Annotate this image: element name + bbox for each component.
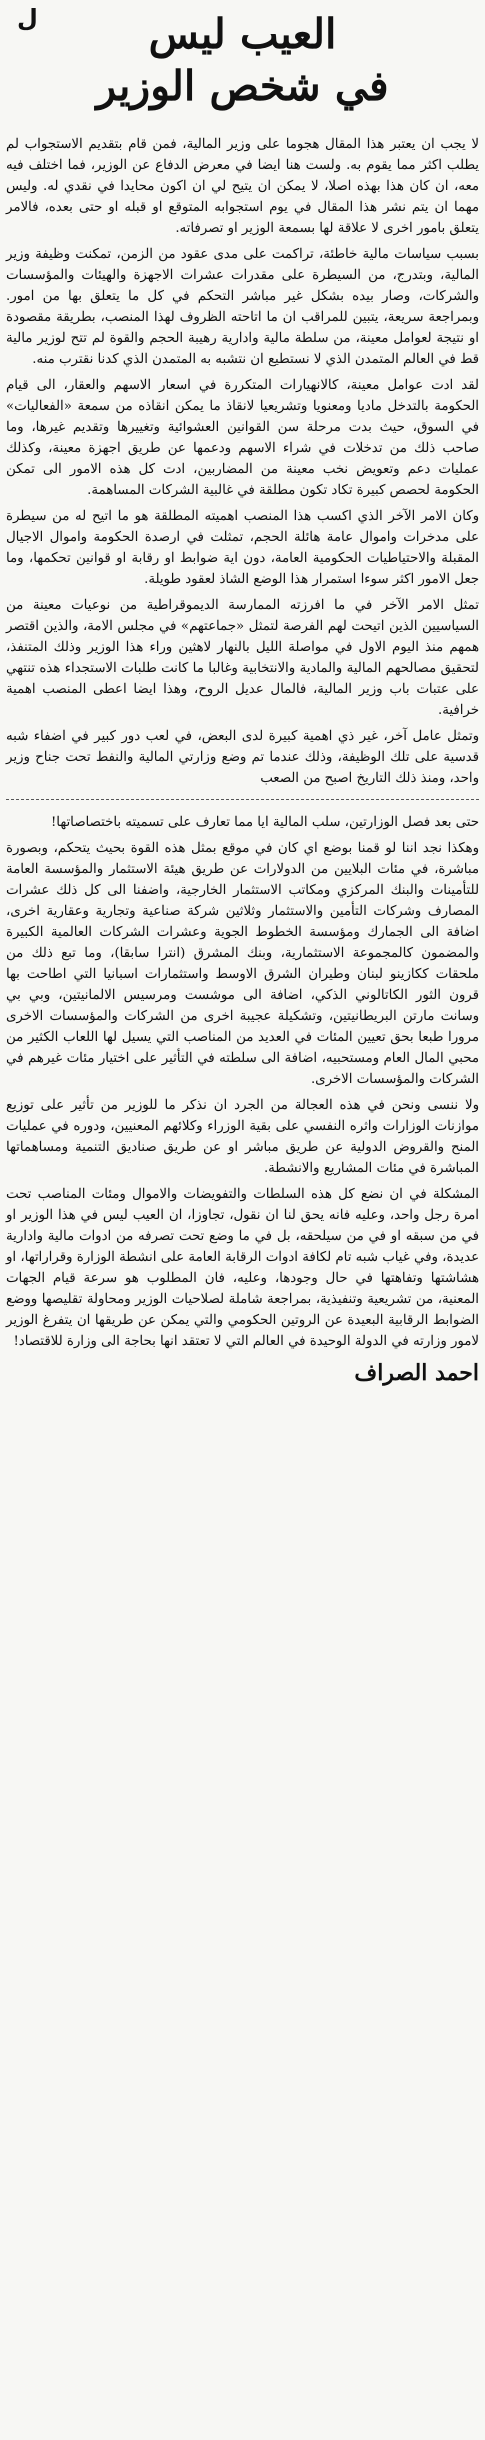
- paragraph: لا يجب ان يعتبر هذا المقال هجوما على وزير المالية، فمن قام بتقديم الاستجواب لم يطلب اكثر مما يقوم به. ولست هنا ايضا في معرض الدفاع عن الوزير، فما اختلف فيه معه، ان كان هذا بهذه اصلا، لا يمكن ان يتيح لي ان اكون محايدا في نقدي له. وليس مهما ان يتم نشر هذا المقال في يوم استجوابه المتوقع او قبله او حتى بعده، فالامر يتعلق بامور اخرى لا علاقة لها بسمعة الوزير او تصرفاته.: [6, 137, 479, 236]
- paragraph: وهكذا نجد اننا لو قمنا بوضع اي كان في موقع بمثل هذه القوة بحيث يتحكم، وبصورة مباشرة، في مئات البلايين من الدولارات عن طريق هيئة الاستثمار والمؤسسة العامة للتأمينات والبنك المركزي ومكاتب الاستثمار الخارجية، واضفنا الى كل ذلك عشرات المصارف وشركات التأمين والاستثمار وثلاثين شركة صناعية وتجارية وعقارية اخرى، اضافة الى الجمارك ومؤسسة الخطوط الجوية وعشرات الشركات العالمية الكبيرة والمضمون كالمجموعة الاستثمارية، وبنك المشرق (انترا سابقا)، وما تبع ذلك من ملحقات ككازينو لبنان وطيران الشرق الاوسط واستثمارات اسبانيا التي اطاحت بها قرون الثور الكاتالوني الذكي، اضافة الى موشست ومرسيس الالمانيتين، وبي بي وسانت مارتن البريطانيتين، وتشكيلة عجيبة اخرى من الشركات والمؤسسات الاخرى مرورا طبعا بحق تعيين المئات في العديد من المناصب التي يسيل لها اللعاب الكثير من محبي المال العام ومستحبيه، اضافة الى سلطته في التأثير على اختيار مئات غيرهم في الشركات والمؤسسات الاخرى.: [6, 841, 479, 1087]
- paragraph: لقد ادت عوامل معينة، كالانهيارات المتكررة في اسعار الاسهم والعقار، الى قيام الحكومة بالتدخل ماديا ومعنويا وتشريعيا لانقاذ ما يمكن انقاذه من سمعة «الفعاليات» في السوق، حيث بدت مرحلة سن القوانين العشوائية وتغييرها وتقديم غيرها، وما صاحب ذلك من تدخلات في شراء الاسهم ودعمها عن طريق اجهزة معينة، وكذلك عمليات دعم وتعويض نخب معينة من المضاربين، ادت كل هذه الامور الى تمكن الحكومة لحصص كبيرة تكاد تكون مطلقة في غالبية الشركات المساهمة.: [6, 378, 479, 498]
- section-divider: [6, 799, 479, 800]
- paragraph: وتمثل عامل آخر، غير ذي اهمية كبيرة لدى البعض، في لعب دور كبير في اضفاء شبه قدسية على تلك الوظيفة، وذلك عندما تم وضع وزارتي المالية والنفط تحت جناح وزير واحد، ومنذ ذلك التاريخ اصبح من الصعب: [6, 729, 479, 786]
- paragraph: حتى بعد فصل الوزارتين، سلب المالية ايا مما تعارف على تسميته باختصاصاتها!: [50, 815, 479, 830]
- headline-line-2: في شخص الوزير: [96, 62, 389, 110]
- paragraph: المشكلة في ان نضع كل هذه السلطات والتفويضات والاموال ومئات المناصب تحت امرة رجل واحد، وعليه فانه يحق لنا ان نقول، تجاوزا، ان العيب ليس في هذا الوزير او في من سبقه او في من سيلحقه، بل في ما وضع تحت تصرفه من ادوات مالية وادارية عديدة، وفي غياب شبه تام لكافة ادوات الرقابة العامة على انشطة الوزارة وقراراتها، او هشاشتها وتفاهتها في حال وجودها، وعليه، فان المطلوب هو سرعة قيام الجهات المعنية، من تشريعية وتنفيذية، بمراجعة شاملة لصلاحيات الوزير ومحاولة تقليصها ووضع الضوابط الرقابية البعيدة عن الروتين الحكومي والتي يمكن عن طريقها ان يتفرغ الوزير لامور وزارته في الدولة الوحيدة في العالم التي لا تعتقد انها بحاجة الى وزارة للاقتصاد!: [6, 1187, 479, 1349]
- headline-line-1: العيب ليس: [148, 10, 337, 58]
- corner-mark: ل: [17, 4, 38, 32]
- paragraph: وكان الامر الآخر الذي اكسب هذا المنصب اهميته المطلقة هو ما اتيح له من سيطرة على مدخرات واموال عامة هائلة الحجم، تمثلت في ارصدة الحكومة واموال الاجيال المقبلة والاحتياطيات الحكومية العامة، دون اية ضوابط او رقابة او قوانين تحكمها، وما جعل الامور اكثر سوءا استمرار هذا الوضع الشاذ لعقود طويلة.: [6, 509, 479, 587]
- paragraph: بسبب سياسات مالية خاطئة، تراكمت على مدى عقود من الزمن، تمكنت وظيفة وزير المالية، وبتدرج، من السيطرة على مقدرات عشرات الاجهزة والهيئات والمؤسسات والشركات، وصار بيده بشكل غير مباشر التحكم في كل ما يتعلق بها من امور. وبمراجعة سريعة، يتبين للمراقب ان ما اتاحته الظروف لهذا المنصب، بطريقة مقصودة او نتيجة لعوامل معينة، من سلطة مالية وادارية رهيبة الحجم والقوة لم تتح لوزير مالية قط في العالم المتمدن الذي لا نستطيع ان نتشبه به المتمدن الذي كدنا نقترب منه.: [6, 247, 480, 367]
- headline: [6, 0, 479, 112]
- paragraph: تمثل الامر الآخر في ما افرزته الممارسة الديموقراطية من نوعيات معينة من السياسيين الذين اتيحت لهم الفرصة لتمثل «جماعتهم» في مجلس الامة، والذين اقتصر همهم منذ اليوم الاول في مواصلة الليل بالنهار لاهثين وراء هذا الوزير وذلك المتنفذ، لتحقيق مصالحهم المالية والمادية والانتخابية وغالبا ما كانت طلبات الاستجداء هذه تنتهي على عتبات باب وزير المالية، فالمال عديل الروح، وهذا ايضا اعطى المنصب اهمية خرافية.: [6, 598, 479, 718]
- author-signature: احمد الصراف: [354, 1360, 479, 1386]
- paragraph: ولا ننسى ونحن في هذه العجالة من الجرد ان نذكر ما للوزير من تأثير على توزيع موازنات الوزارات واثره النفسي على بقية الوزراء وكلائهم المعنيين، ودوره في عمليات المنح والقروض الدولية عن طريق مباشر او عن طريق صناديق التنمية ومساهماتها المباشرة في مئات المشاريع والانشطة.: [6, 1098, 479, 1176]
- article-part-2: [6, 812, 479, 1352]
- article-part-1: [6, 134, 479, 789]
